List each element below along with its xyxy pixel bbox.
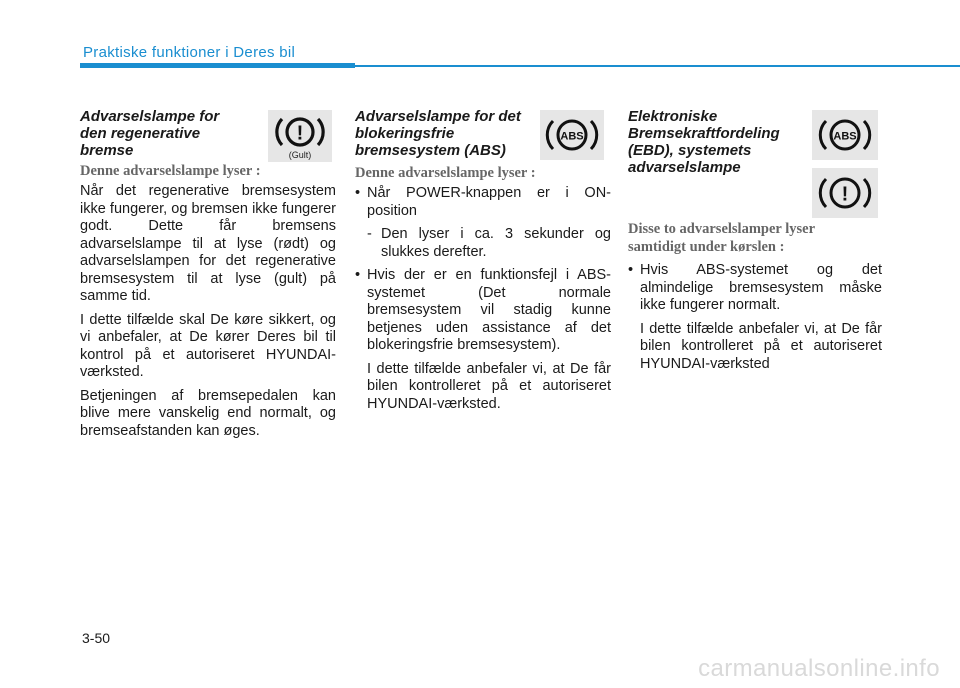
heading-line: Advarselslampe for det (355, 108, 521, 125)
list-item: • Hvis der er en funktionsfejl i ABS-systemet (Det normale bremsesystem vil stadig kunne betjenes uden assistance af det blokeringsfrie bremsesystem). I dette tilfælde anbefaler vi, at De får bilen kontrolleret på et autoriseret HYUNDAI-værksted. (355, 267, 611, 412)
section-subheading: Denne advarselslampe lyser : (355, 165, 536, 181)
list-item-text: Når POWER-knappen er i ON-position (367, 185, 611, 219)
paragraph: Når det regenerative bremsesystem ikke fungerer, og bremsen ikke fungerer godt. Dette får bremsens advarselslampe til at lyse (rødt) og advarselslampen for det regenerative bremsesystem til at lyse (gult) på samme tid. (80, 183, 336, 304)
icon-caption: (Gult) (288, 150, 312, 160)
paragraph: I dette tilfælde skal De køre sikkert, og vi anbefaler, at De kører Deres bil til kontrol på et autoriseret HYUNDAI-værksted. (80, 311, 336, 380)
heading-line: Advarselslampe for (80, 108, 220, 125)
heading-line: bremsesystem (ABS) (355, 142, 506, 159)
page-number: 3-50 (82, 630, 111, 646)
svg-text:!: ! (296, 122, 304, 145)
list-item-text: Hvis der er en funktionsfejl i ABS-systemet (Det normale bremsesystem vil stadig kunne betjenes uden assistance af det blokeringsfrie bremsesystem). (367, 267, 611, 353)
regenerative-brake-warning-icon (268, 110, 332, 162)
paragraph: Betjeningen af bremsepedalen kan blive mere vanskelig end normalt, og bremseafstanden kan øges. (80, 387, 336, 439)
page-header-title: Praktiske funktioner i Deres bil (83, 44, 296, 61)
list-note: I dette tilfælde anbefaler vi, at De får bilen kontrolleret på et autoriseret HYUNDAI-værksted (640, 320, 882, 372)
list-item: • Hvis ABS-systemet og det almindelige bremsesystem måske ikke fungerer normalt. I dette tilfælde anbefaler vi, at De får bilen kontrolleret på et autoriseret HYUNDAI-værksted (628, 262, 882, 372)
heading-line: den regenerative (80, 125, 201, 142)
list-note: I dette tilfælde anbefaler vi, at De får bilen kontrolleret på et autoriseret HYUNDAI-værksted. (367, 360, 611, 412)
svg-text:!: ! (841, 183, 849, 206)
brake-warning-icon (812, 168, 878, 218)
abs-warning-icon (812, 110, 878, 160)
svg-text:ABS: ABS (560, 130, 584, 143)
section-subheading: Denne advarselslampe lyser : (80, 163, 261, 179)
list-item-text: Hvis ABS-systemet og det almindelige bremsesystem måske ikke fungerer normalt. (640, 262, 882, 313)
heading-line: Elektroniske (628, 108, 718, 125)
abs-warning-icon (540, 110, 604, 160)
heading-line: advarselslampe (628, 159, 741, 176)
svg-text:ABS: ABS (833, 130, 857, 143)
bullet-list (628, 262, 882, 373)
list-item: • Når POWER-knappen er i ON-position - Den lyser i ca. 3 sekunder og slukkes derefter. (355, 185, 611, 260)
subheading-line: Disse to advarselslamper lyser (628, 221, 815, 237)
list-subitem: - Den lyser i ca. 3 sekunder og slukkes derefter. (367, 226, 611, 260)
header-accent-bar (80, 63, 355, 68)
heading-line: Bremsekraftfordeling (628, 125, 780, 142)
list-subitem-text: Den lyser i ca. 3 sekunder og slukkes derefter. (381, 226, 611, 260)
heading-line: blokeringsfrie (355, 125, 455, 142)
subheading-line: samtidigt under kørslen : (628, 239, 785, 255)
watermark: carmanualsonline.info (698, 655, 940, 682)
section-subheading (628, 220, 882, 256)
bullet-list (355, 185, 611, 413)
heading-line: (EBD), systemets (628, 142, 752, 159)
heading-line: bremse (80, 142, 134, 159)
header-rule (355, 65, 960, 67)
